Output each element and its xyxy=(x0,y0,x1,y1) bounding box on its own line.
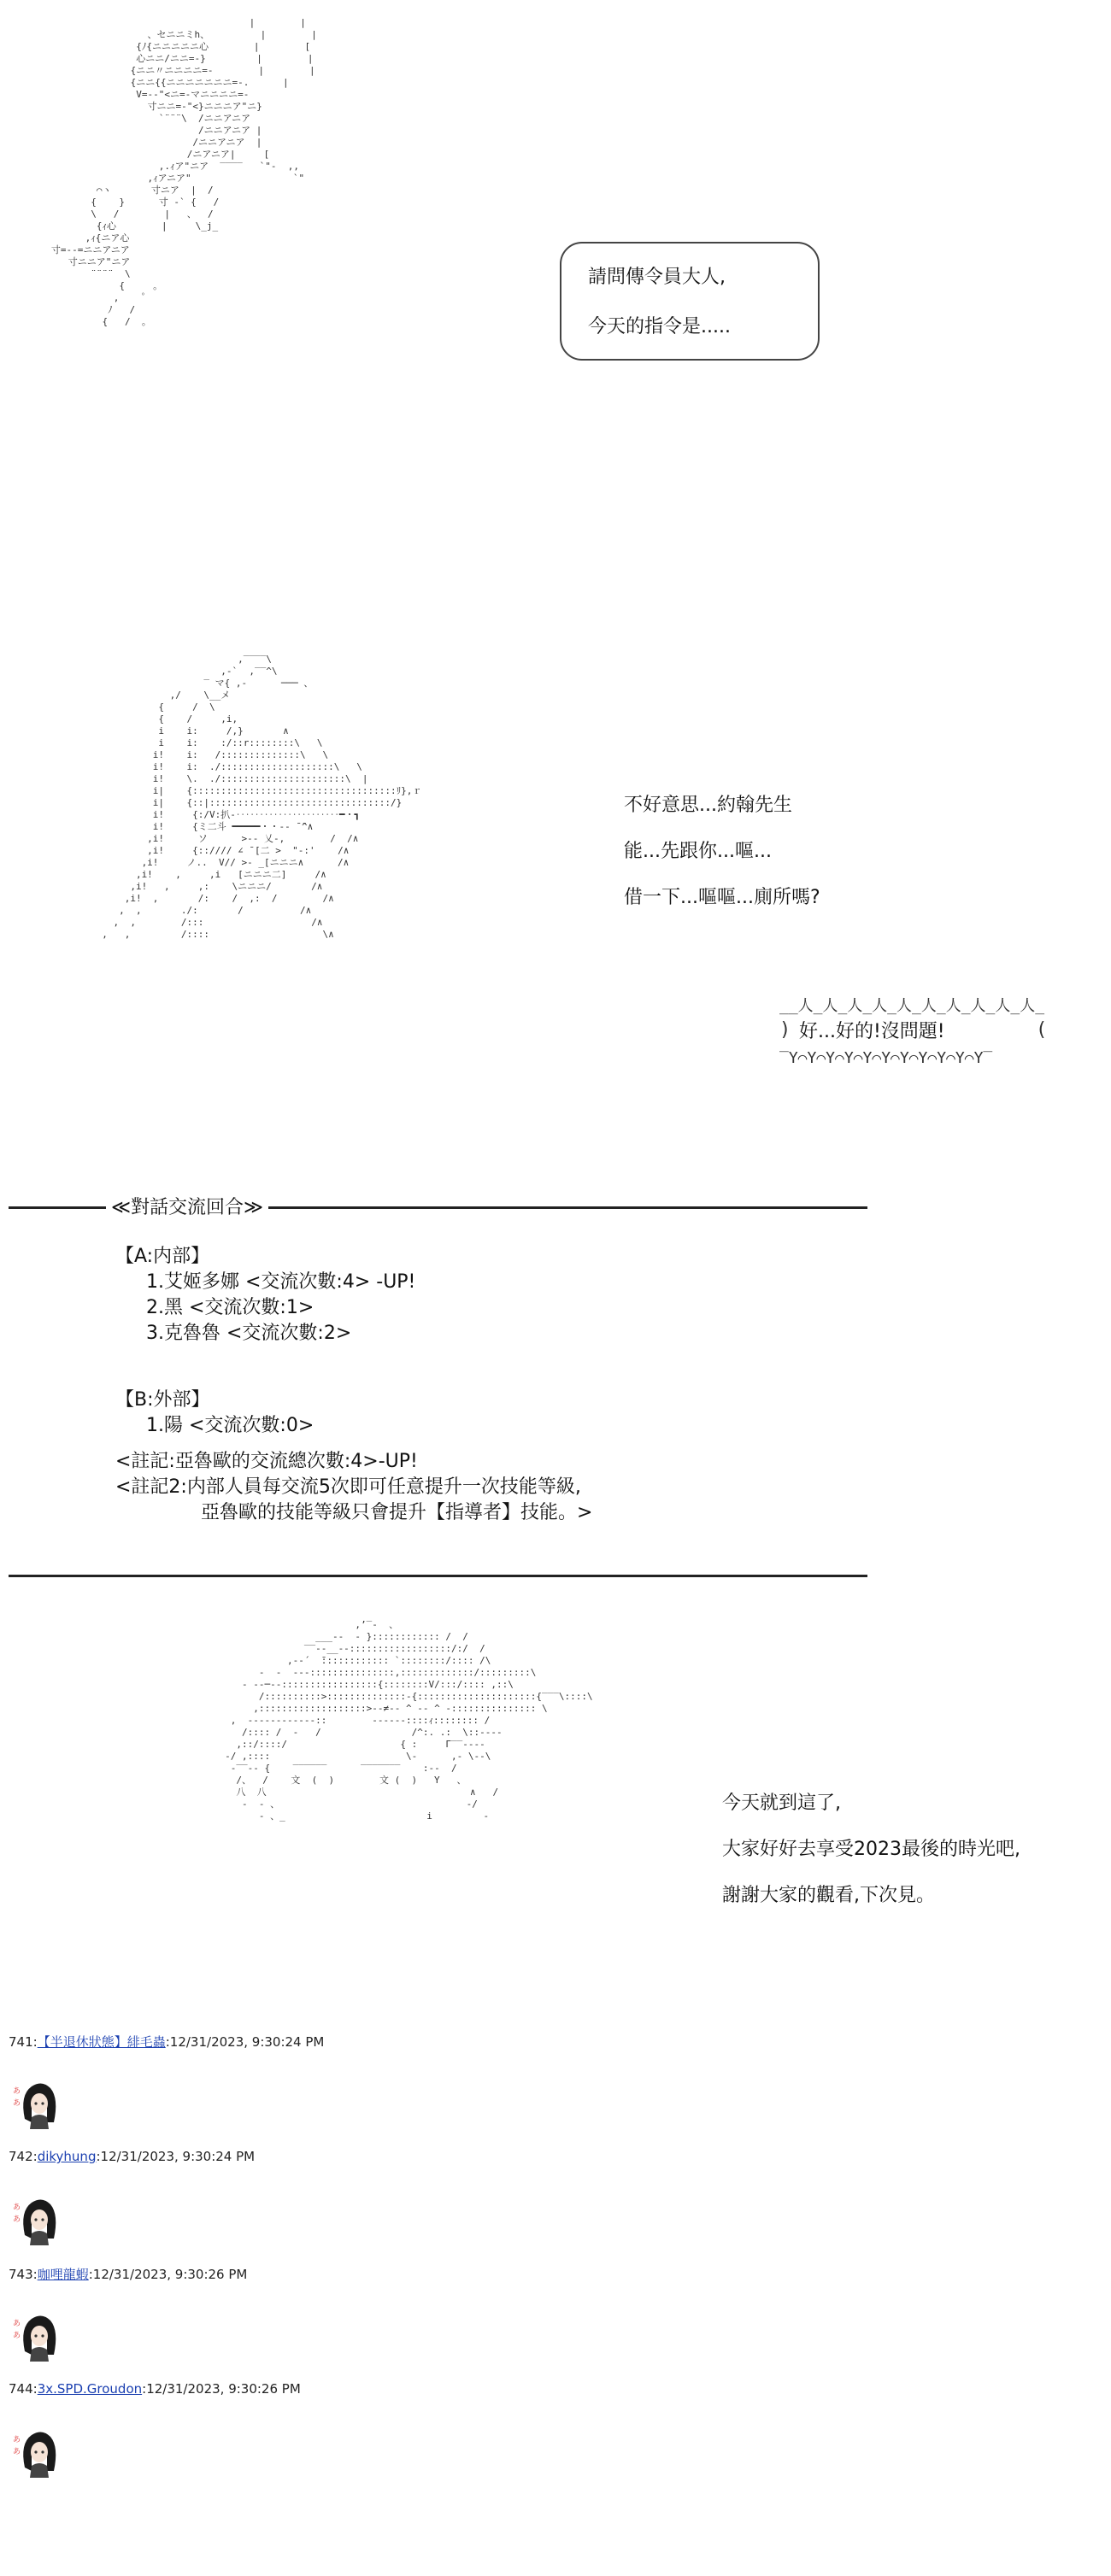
shout-bubble-left-bracket: ) xyxy=(779,1019,791,1041)
svg-text:あ: あ xyxy=(13,2099,21,2108)
post-author-link[interactable]: 【半退休狀態】緋毛蟲 xyxy=(37,2034,166,2050)
group-a-item-2: 2.黑 <交流次數:1> xyxy=(146,1297,314,1318)
speech-text-2-line-3: 借一下...嘔嘔...廁所嗎? xyxy=(624,887,820,908)
post-number: 744 xyxy=(9,2381,33,2397)
group-a-item-3: 3.克魯魯 <交流次數:2> xyxy=(146,1323,352,1344)
svg-text:あ: あ xyxy=(13,2436,21,2444)
post-number: 742 xyxy=(9,2149,33,2164)
speech-bubble-1-line-2: 今天的指令是..... xyxy=(588,316,731,337)
group-b-header: 【B:外部】 xyxy=(115,1389,210,1411)
ascii-art-figure-3: ,’‾‐ 、 ___-- ‐ }:::::::::::: / / ‾‾--__‐‐::::::::::::::::::/:/ / ,‐-´ ̄:::::::::::: `::::::::/:::: /\ - ‐ ‐-‐:::::::::::::::,:::::::::::::/:::::::::\ ‐ ‐-─‐‐:::::::::::::::::{::::::::V/:::/:::: ,::\ /::::::::::>::::::::::::::‐{:::::::::::::::::::::{‾‾‾\::::\ ,:::::::::::::::::::>‐‐≠‐‐ ^ ‐‐ ^ ‐::::::::::::::: \ , ‐‐‐‐‐‐‐‐‐‐‐‐:: ‐‐‐‐‐‐::::ｨ:::::::: / /:::: / ‐ / /^:. .: \::‐‐‐‐ ,::/::::/ { : Γ‾‾‐‐‐‐ ‐/ ,:::: \‐ ,‐ \‐‐\ ‐‾‾‐‐ { ‾‾‾‾‾‾ ‾‾‾‾‾‾‾ :‐‐ / /、 / 文 ( ) 文 ( ) Y 、 八 八 ∧ / ‐ ‐ 、 ‐/ ‐ 、_ i ‐ xyxy=(225,1619,593,1822)
note-1: <註記:亞魯歐的交流總次數:4>-UP! xyxy=(115,1451,418,1472)
post-header-744: 744:3x.SPD.Groudon:12/31/2023, 9:30:26 PM xyxy=(9,2381,301,2397)
group-b-item-1: 1.陽 <交流次數:0> xyxy=(146,1415,314,1436)
post-header-742: 742:dikyhung:12/31/2023, 9:30:24 PM xyxy=(9,2149,256,2164)
post-author-link[interactable]: dikyhung xyxy=(37,2149,97,2164)
post-date: 12/31/2023, 9:30:24 PM xyxy=(100,2149,256,2164)
svg-text:あ: あ xyxy=(13,2203,21,2212)
post-author-link[interactable]: 咖哩龍蝦 xyxy=(37,2267,89,2282)
post-header-743: 743:咖哩龍蝦:12/31/2023, 9:30:26 PM xyxy=(9,2267,248,2282)
svg-text:あ: あ xyxy=(13,2215,21,2224)
anime-girl-avatar-icon xyxy=(13,2426,64,2478)
post-author-link[interactable]: 3x.SPD.Groudon xyxy=(37,2381,143,2397)
anime-girl-avatar-icon xyxy=(13,2194,64,2245)
post-date: 12/31/2023, 9:30:24 PM xyxy=(169,2034,325,2050)
speech-text-3-line-2: 大家好好去享受2023最後的時光吧, xyxy=(722,1839,1020,1860)
shout-bubble-right-bracket: ( xyxy=(1036,1019,1048,1041)
section-body xyxy=(115,1244,592,1526)
speech-text-3-line-1: 今天就到這了, xyxy=(722,1793,841,1814)
anime-girl-avatar-icon xyxy=(13,2078,64,2129)
speech-bubble-1-line-1: 請問傳令員大人, xyxy=(588,267,726,288)
section-title: ≪對話交流回合≫ xyxy=(106,1193,268,1219)
shout-bubble-top-edge: __人_人_人_人_人_人_人_人_人_人_ xyxy=(779,997,1045,1015)
speech-text-2-line-1: 不好意思...約翰先生 xyxy=(624,795,792,816)
svg-text:あ: あ xyxy=(13,2332,21,2340)
anime-girl-avatar-icon xyxy=(13,2310,64,2362)
group-a-item-1: 1.艾姬多娜 <交流次數:4> -UP! xyxy=(146,1271,416,1293)
post-date: 12/31/2023, 9:30:26 PM xyxy=(92,2267,248,2282)
ascii-art-figure-2: ,‾‾‾‾\ ,‐` ,‾‾^\ ‾ マ{ ,- ─── 、 ,/ \__メ { / \ { / ,i, i i: /,} ∧ i i: :/::r::::::::\ \ i! i: /::::::::::::::\ \ i! i: ./::::::::::::::::::::\ \ i! \. ./::::::::::::::::::::::\ | i| {::::::::::::::::::::::::::::::::::::ﾘ},ｒ i| {::|::::::::::::::::::::::::::::::::/} i! {:/V:扒-‥‥‥‥‥‥‥‥‥‥‥━・┓ i! {ミ二斗 ━━━━━・・‐‐ ̄ ̄^∧ ,i! ソ >‐‐ 乂-, / /∧ ,i! {:://// ∠ ̄ [二 > "‐:' /∧ ,i! ノ.. V// >‐ _[ニニニ∧ /∧ ,i! , ,i [ニニニ二] /∧ ,i! , ,: \ニニニ/ /∧ ,i! , /: / ,: / /∧ , , ./: / /∧ , , /::: /∧ , , /:::: \∧ xyxy=(102,654,422,940)
shout-bubble-text: 好...好的!沒問題! xyxy=(799,1021,945,1042)
speech-text-3-line-3: 謝謝大家的觀看,下次見。 xyxy=(722,1885,935,1906)
group-a-header: 【A:内部】 xyxy=(115,1246,210,1267)
post-date: 12/31/2023, 9:30:26 PM xyxy=(146,2381,301,2397)
shout-bubble-bottom-edge: ‾Y⌒Y⌒Y⌒Y⌒Y⌒Y⌒Y⌒Y⌒Y⌒Y⌒Y‾ xyxy=(779,1049,993,1067)
section-divider-bottom xyxy=(9,1575,867,1577)
note-3: 亞魯歐的技能等級只會提升【指導者】技能。> xyxy=(201,1502,593,1523)
post-number: 741 xyxy=(9,2034,33,2050)
svg-text:あ: あ xyxy=(13,2320,21,2328)
svg-text:あ: あ xyxy=(13,2448,21,2456)
post-number: 743 xyxy=(9,2267,33,2282)
svg-text:あ: あ xyxy=(13,2087,21,2096)
speech-text-2-line-2: 能...先跟你...嘔... xyxy=(624,841,772,862)
note-2: <註記2:内部人員每交流5次即可任意提升一次技能等級, xyxy=(115,1476,581,1498)
ascii-art-figure-1: | | 、セニニミh、 | | {ﾉ{ニニニニニ心 | [ 心ニニ/ニニ=-} | | {ニニ〃ニニニニ=- | | {ニニ{{ニニニニニニニ=-. | V=-‐"<ニ=-マニニニニ=- 寸ニニ=-"<}ニニニア"ニ} `¨¨¨\ /ニニアニア /ニニアニア | /ニニアニア | /ニアニア| [ ,.ｨア"ニア ‾‾‾‾ `"‐ ,, ,ｨアニア" `" ⌒ヽ 寸ニア | / { } 寸 -` { / \ / | 、 / {ｨ心 | \_j_ ,ｨ{ニア心 寸=--=ニニアニア 寸ニニア"ニア ¨¨¨¨ \ { 。 , ゜ ﾉ / { / 。 xyxy=(50,17,317,327)
post-header-741: 741:【半退休狀態】緋毛蟲:12/31/2023, 9:30:24 PM xyxy=(9,2034,325,2050)
